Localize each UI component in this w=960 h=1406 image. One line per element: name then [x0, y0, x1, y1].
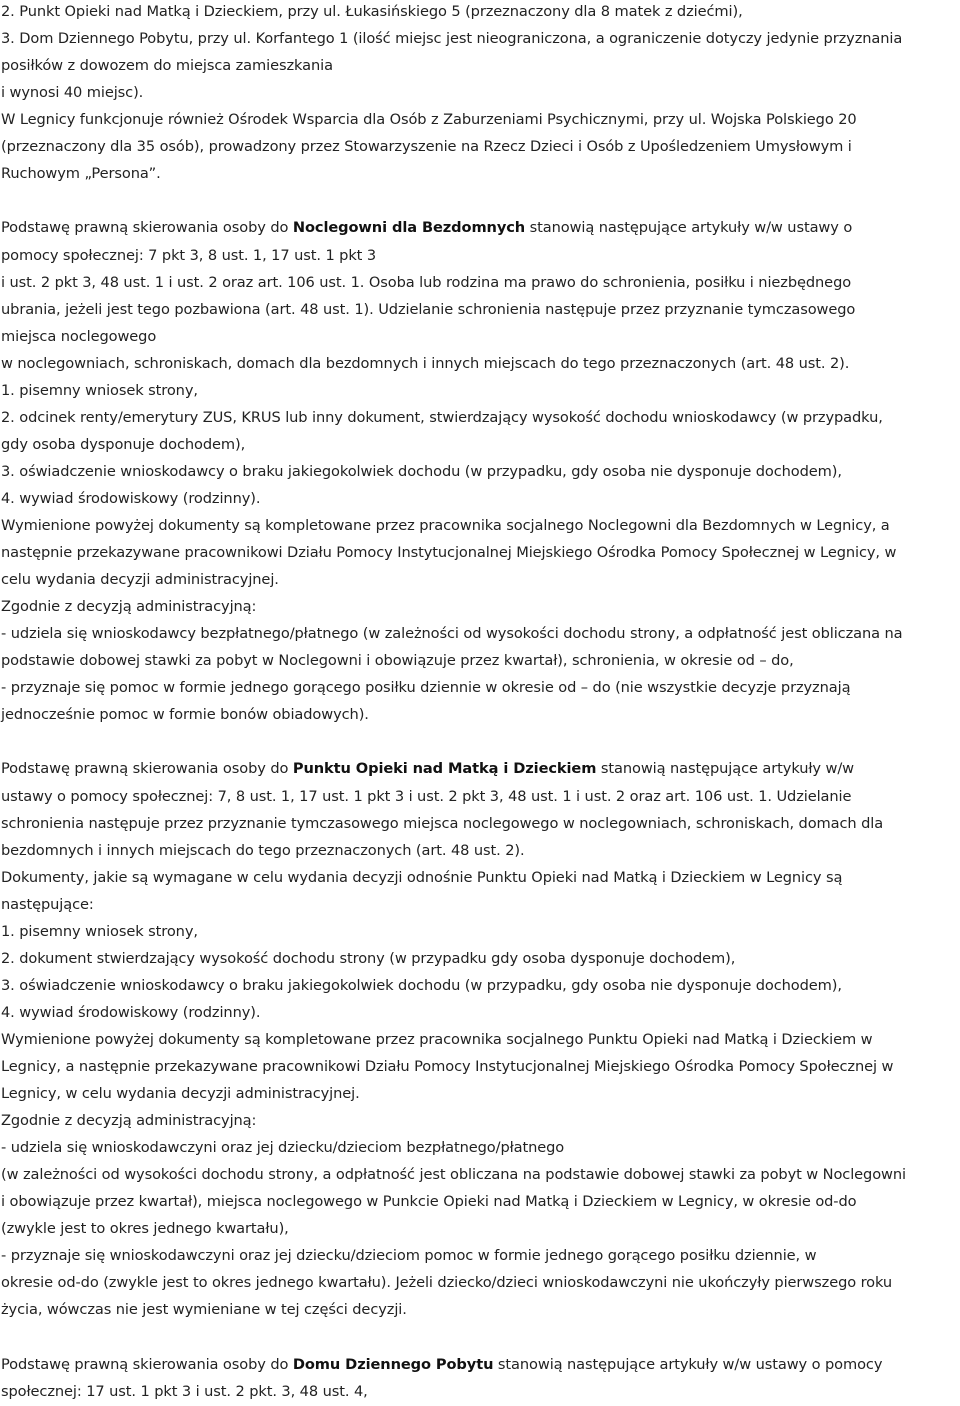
text-line: Wymienione powyżej dokumenty są kompletowane przez pracownika socjalnego Noclegowni dla Bezdomnych w Legnicy, a	[1, 517, 890, 534]
text-line: Legnicy, w celu wydania decyzji administracyjnej.	[1, 1085, 360, 1102]
text-line: i obowiązuje przez kwartał), miejsca noclegowego w Punkcie Opieki nad Matką i Dzieckiem w Legnicy, w okresie od-do	[1, 1193, 857, 1211]
facility-name: Domu Dziennego Pobytu	[292, 1355, 494, 1373]
text-line: 3. oświadczenie wnioskodawcy o braku jakiegokolwiek dochodu (w przypadku, gdy osoba nie dysponuje dochodem),	[1, 462, 842, 480]
text-line: następujące:	[1, 895, 94, 913]
text-line: Ruchowym „Persona”.	[1, 165, 161, 183]
text-line: Dokumenty, jakie są wymagane w celu wydania decyzji odnośnie Punktu Opieki nad Matką i Dzieckiem w Legnicy są	[1, 868, 843, 886]
intro-text-rest: stanowią następujące artykuły w/w	[596, 760, 854, 778]
text-line: 4. wywiad środowiskowy (rodzinny).	[1, 489, 261, 507]
text-line: Legnicy, a następnie przekazywane pracownikowi Działu Pomocy Instytucjonalnej Miejskiego Ośrodka Pomocy Społecznej w	[1, 1058, 894, 1075]
intro-text-rest: stanowią następujące artykuły w/w ustawy o	[525, 219, 853, 237]
section-intro-line	[1, 1351, 882, 1378]
intro-text: Podstawę prawną skierowania osoby do	[1, 1355, 293, 1373]
text-line: podstawie dobowej stawki za pobyt w Noclegowni i obowiązuje przez kwartał), schronienia, w okresie od – do,	[1, 652, 794, 670]
text-line: następnie przekazywane pracownikowi Działu Pomocy Instytucjonalnej Miejskiego Ośrodka Pomocy Społecznej w Legnicy, w	[1, 544, 897, 561]
text-line: - udziela się wnioskodawcy bezpłatnego/płatnego (w zależności od wysokości dochodu strony, a odpłatność jest obliczana na	[1, 625, 903, 643]
text-line: (w zależności od wysokości dochodu strony, a odpłatność jest obliczana na podstawie dobowej stawki za pobyt w Noclegowni	[1, 1166, 906, 1184]
text-line: 1. pisemny wniosek strony,	[1, 381, 198, 399]
text-line: Wymienione powyżej dokumenty są kompletowane przez pracownika socjalnego Punktu Opieki nad Matką i Dzieckiem w	[1, 1030, 873, 1048]
text-line: jednocześnie pomoc w formie bonów obiadowych).	[1, 706, 369, 724]
text-line: 3. oświadczenie wnioskodawcy o braku jakiegokolwiek dochodu (w przypadku, gdy osoba nie dysponuje dochodem),	[1, 976, 842, 994]
intro-text: Podstawę prawną skierowania osoby do	[1, 219, 293, 237]
text-line: posiłków z dowozem do miejsca zamieszkania	[1, 57, 333, 75]
text-line: - przyznaje się wnioskodawczyni oraz jej dziecku/dzieciom pomoc w formie jednego gorącego posiłku dziennie, w	[1, 1247, 817, 1265]
text-line: ubrania, jeżeli jest tego pozbawiona (art. 48 ust. 1). Udzielanie schronienia następuje przez przyznanie tymczasowego	[1, 300, 856, 318]
text-line: pomocy społecznej: 7 pkt 3, 8 ust. 1, 17 ust. 1 pkt 3	[1, 246, 377, 264]
text-line: 3. Dom Dziennego Pobytu, przy ul. Korfantego 1 (ilość miejsc jest nieograniczona, a ograniczenie dotyczy jedynie przyznania	[1, 30, 903, 48]
facility-name: Noclegowni dla Bezdomnych	[292, 219, 526, 237]
intro-text-rest: stanowią następujące artykuły w/w ustawy o pomocy	[493, 1355, 883, 1373]
text-line: - przyznaje się pomoc w formie jednego gorącego posiłku dziennie w okresie od – do (nie wszystkie decyzje przyznają	[1, 679, 851, 697]
text-line: gdy osoba dysponuje dochodem),	[1, 435, 246, 453]
text-line: okresie od-do (zwykle jest to okres jednego kwartału). Jeżeli dziecko/dzieci wnioskodawczyni nie ukończyły pierwszego roku	[1, 1274, 893, 1292]
text-line: - udziela się wnioskodawczyni oraz jej dziecku/dzieciom bezpłatnego/płatnego	[1, 1139, 565, 1157]
text-line: Zgodnie z decyzją administracyjną:	[1, 598, 257, 616]
text-line: miejsca noclegowego	[1, 327, 157, 345]
text-line: i ust. 2 pkt 3, 48 ust. 1 i ust. 2 oraz art. 106 ust. 1. Osoba lub rodzina ma prawo do schronienia, posiłku i niezbędnego	[1, 273, 852, 291]
text-line: i wynosi 40 miejsc).	[1, 84, 144, 102]
text-line: 2. Punkt Opieki nad Matką i Dzieckiem, przy ul. Łukasińskiego 5 (przeznaczony dla 8 matek z dziećmi),	[1, 3, 743, 20]
section-intro-line	[1, 755, 854, 782]
text-line: bezdomnych i innych miejscach do tego przeznaczonych (art. 48 ust. 2).	[1, 841, 525, 859]
text-line: życia, wówczas nie jest wymieniane w tej części decyzji.	[1, 1301, 407, 1319]
text-line: W Legnicy funkcjonuje również Ośrodek Wsparcia dla Osób z Zaburzeniami Psychicznymi, przy ul. Wojska Polskiego 20	[1, 111, 857, 129]
text-line: ustawy o pomocy społecznej: 7, 8 ust. 1, 17 ust. 1 pkt 3 i ust. 2 pkt 3, 48 ust. 1 i ust. 2 oraz art. 106 ust. 1. Udzielanie	[1, 787, 852, 805]
text-line: 4. wywiad środowiskowy (rodzinny).	[1, 1003, 261, 1021]
text-line: 2. odcinek renty/emerytury ZUS, KRUS lub inny dokument, stwierdzający wysokość dochodu wnioskodawcy (w przypadku,	[1, 408, 883, 426]
facility-name: Punktu Opieki nad Matką i Dzieckiem	[292, 760, 597, 778]
text-line: w noclegowniach, schroniskach, domach dla bezdomnych i innych miejscach do tego przeznaczonych (art. 48 ust. 2).	[1, 354, 850, 372]
text-line: schronienia następuje przez przyznanie tymczasowego miejsca noclegowego w noclegowniach, schroniskach, domach dla	[1, 814, 884, 832]
text-line: celu wydania decyzji administracyjnej.	[1, 571, 279, 589]
intro-text: Podstawę prawną skierowania osoby do	[1, 760, 293, 778]
text-line: Zgodnie z decyzją administracyjną:	[1, 1112, 257, 1129]
text-line: 2. dokument stwierdzający wysokość dochodu strony (w przypadku gdy osoba dysponuje dochodem),	[1, 949, 736, 967]
text-line: 1. pisemny wniosek strony,	[1, 922, 198, 940]
text-line: społecznej: 17 ust. 1 pkt 3 i ust. 2 pkt. 3, 48 ust. 4,	[1, 1382, 368, 1400]
section-intro-line	[1, 214, 852, 241]
text-line: (przeznaczony dla 35 osób), prowadzony przez Stowarzyszenie na Rzecz Dzieci i Osób z Upośledzeniem Umysłowym i	[1, 138, 852, 156]
text-line: (zwykle jest to okres jednego kwartału),	[1, 1220, 289, 1238]
